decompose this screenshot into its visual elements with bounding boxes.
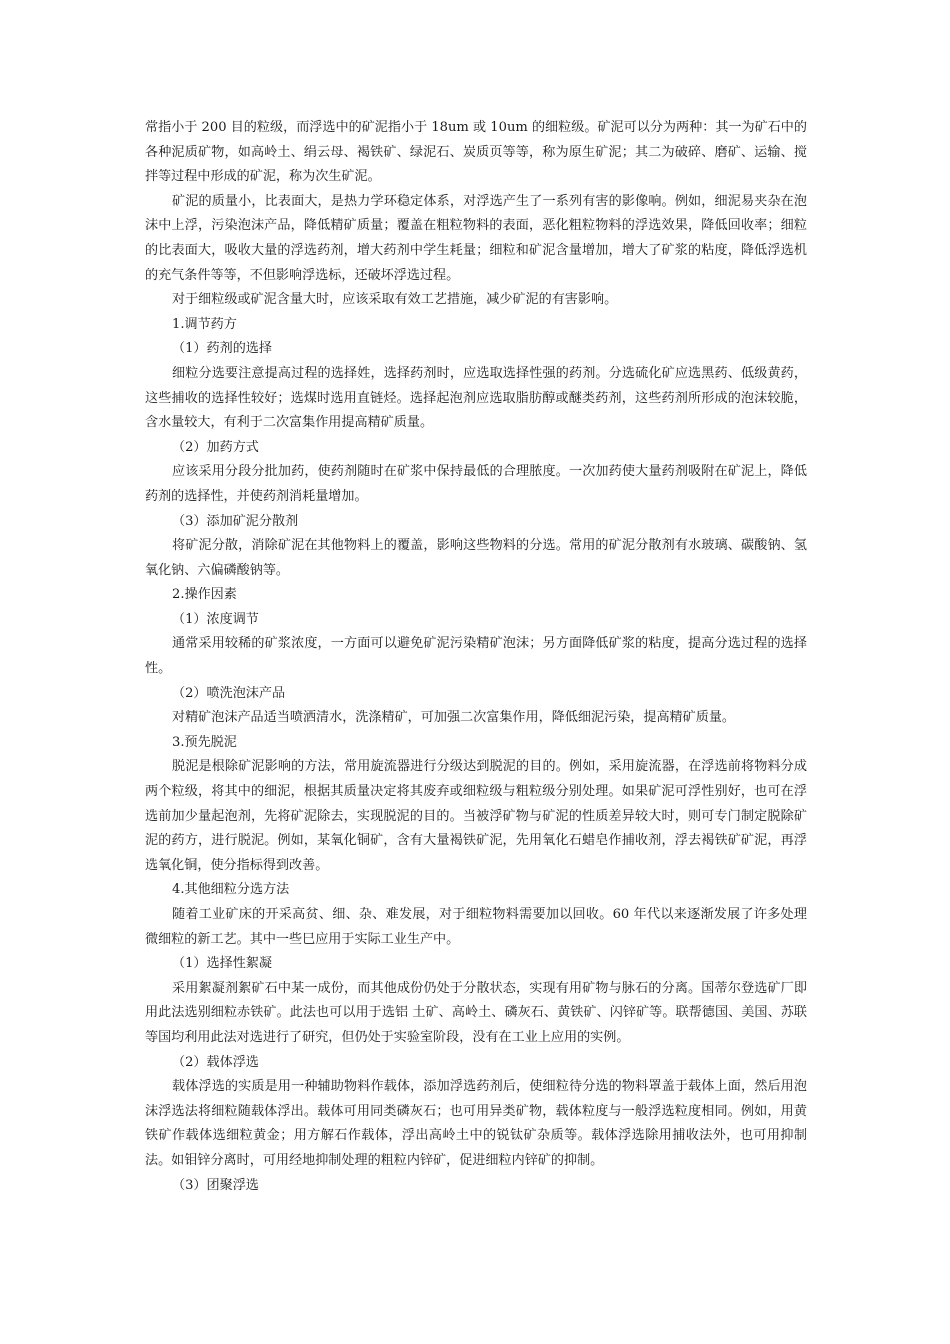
section-heading: 1.调节药方 [172, 316, 237, 332]
paragraph: 应该采用分段分批加药，使药剂随时在矿浆中保持最低的合理脓度。一次加药使大量药剂吸附在矿泥上，降低药剂的选择性，并使药剂消耗量增加。 [145, 464, 807, 504]
subsection-heading: （1）药剂的选择 [172, 341, 272, 357]
paragraph: 载体浮选的实质是用一种辅助物料作载体，添加浮选药剂后，使细粒待分选的物料罩盖于载体上面，然后用泡沫浮选法将细粒随载体浮出。载体可用同类磷灰石；也可用异类矿物，载体粒度与一般浮选粒度相同。例如，用黄铁矿作载体选细粒黄金；用方解石作载体，浮出高岭土中的锐钛矿杂质等。载体浮选除用捕收法外，也可用抑制法。如钼锌分离时，可用经地抑制处理的粗粒内锌矿，促进细粒内锌矿的抑制。 [145, 1079, 807, 1168]
paragraph: 细粒分选要注意提高过程的选择姓，选择药剂时，应选取选择性强的药剂。分选硫化矿应选黑药、低级黄药，这些捕收的选择性较好；选煤时选用直链烃。选择起泡剂应选取脂肪醇或醚类药剂，这些药剂所形成的泡沫较脆，含水量较大，有利于二次富集作用提高精矿质量。 [145, 365, 807, 431]
paragraph: 脱泥是根除矿泥影响的方法，常用旋流器进行分级达到脱泥的目的。例如，采用旋流器，在浮选前将物料分成两个粒级，将其中的细泥，根据其质量决定将其废弃或细粒级与粗粒级分别处理。如果矿泥可浮性别好，也可在浮选前加少量起泡剂，先将矿泥除去，实现脱泥的目的。当被浮矿物与矿泥的性质差异较大时，则可专门制定脱除矿泥的药方，进行脱泥。例如，某氧化铜矿，含有大量褐铁矿泥，先用氧化石蜡皂作捕收剂，浮去褐铁矿矿泥，再浮选氧化铜，使分指标得到改善。 [145, 759, 807, 873]
subsection-heading: （1）选择性絮凝 [172, 956, 272, 972]
subsection-heading: （2）载体浮选 [172, 1054, 259, 1070]
paragraph: 随着工业矿床的开采高贫、细、杂、难发展，对于细粒物料需要加以回收。60 年代以来逐渐发展了许多处理微细粒的新工艺。其中一些巳应用于实际工业生产中。 [145, 907, 807, 947]
subsection-heading: （2）加药方式 [172, 439, 259, 455]
subsection-heading: （3）团聚浮选 [172, 1177, 259, 1193]
section-heading: 2.操作因素 [172, 587, 237, 603]
paragraph: 将矿泥分散，消除矿泥在其他物料上的覆盖，影响这些物料的分选。常用的矿泥分散剂有水玻璃、碳酸钠、氢氧化钠、六偏磷酸钠等。 [145, 538, 807, 578]
section-heading: 3.预先脱泥 [172, 734, 237, 750]
paragraph: 常指小于 200 目的粒级，而浮选中的矿泥指小于 18um 或 10um 的细粒级。矿泥可以分为两种：其一为矿石中的各种泥质矿物，如高岭土、绢云母、褐铁矿、绿泥石、炭质页等等，称为原生矿泥；其二为破碎、磨矿、运输、搅拌等过程中形成的矿泥，称为次生矿泥。 [145, 120, 807, 185]
subsection-heading: （2）喷洗泡沫产品 [172, 685, 286, 701]
subsection-heading: （3）添加矿泥分散剂 [172, 513, 299, 529]
paragraph: 对于细粒级或矿泥含量大时，应该采取有效工艺措施，减少矿泥的有害影响。 [172, 292, 618, 308]
paragraph: 对精矿泡沫产品适当喷洒清水，洗涤精矿，可加强二次富集作用，降低细泥污染，提高精矿质量。 [172, 710, 736, 726]
paragraph: 采用絮凝剂絮矿石中某一成份，而其他成份仍处于分散状态，实现有用矿物与脉石的分离。国蒂尔登选矿厂即用此法选别细粒赤铁矿。此法也可以用于选铝 土矿、高岭土、磷灰石、黄铁矿、闪锌矿等。联帮德国、美国、苏联等国均利用此法对选进行了研究，但仍处于实验室阶段，没有在工业上应用的实例。 [145, 980, 807, 1045]
subsection-heading: （1）浓度调节 [172, 611, 259, 627]
paragraph: 矿泥的质量小，比表面大，是热力学环稳定体系，对浮选产生了一系列有害的影像响。例如，细泥易夹杂在泡沫中上浮，污染泡沫产品，降低精矿质量；覆盖在粗粒物料的表面，恶化粗粒物料的浮选效果，降低回收率；细粒的比表面大，吸收大量的浮选药剂，增大药剂中学生耗量；细粒和矿泥含量增加，增大了矿浆的粘度，降低浮选机的充气条件等等，不但影响浮选标，还破坏浮选过程。 [145, 193, 807, 283]
document-body [145, 116, 807, 1198]
section-heading: 4.其他细粒分选方法 [172, 882, 290, 898]
paragraph: 通常采用较稀的矿浆浓度，一方面可以避免矿泥污染精矿泡沫；另方面降低矿浆的粘度，提高分选过程的选择性。 [145, 636, 807, 677]
